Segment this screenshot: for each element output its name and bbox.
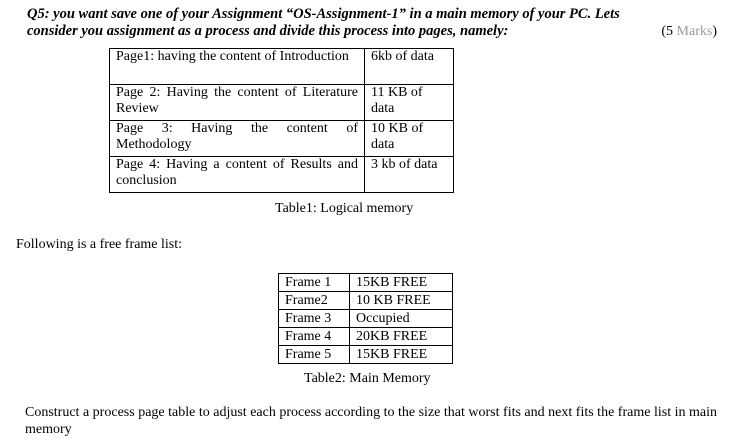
table-row bbox=[279, 346, 453, 364]
marks-label bbox=[661, 23, 717, 40]
marks-close: ) bbox=[712, 24, 717, 39]
page-cell: Page1: having the content of Introduction bbox=[110, 49, 365, 85]
frame-cell: Frame 4 bbox=[279, 328, 350, 346]
table-row bbox=[279, 274, 453, 292]
question-line-2-row bbox=[27, 23, 717, 40]
main-memory-caption: Table2: Main Memory bbox=[304, 371, 431, 386]
table-row bbox=[110, 121, 454, 157]
size-cell: 11 KB of data bbox=[365, 85, 454, 121]
size-cell: 10 KB of data bbox=[365, 121, 454, 157]
marks-open: (5 bbox=[661, 24, 677, 39]
logical-memory-table bbox=[109, 48, 454, 193]
free-frame-intro: Following is a free frame list: bbox=[16, 237, 183, 252]
question-line-2: consider you assignment as a process and divide this process into pages, namely: bbox=[27, 23, 509, 39]
frame-cell: Frame 3 bbox=[279, 310, 350, 328]
status-cell: 20KB FREE bbox=[350, 328, 453, 346]
page-cell: Page 2: Having the content of Literature Review bbox=[110, 85, 365, 121]
table-row bbox=[279, 328, 453, 346]
question-heading bbox=[27, 6, 717, 40]
status-cell: 10 KB FREE bbox=[350, 292, 453, 310]
table-row bbox=[279, 310, 453, 328]
main-memory-table bbox=[278, 273, 453, 364]
page-cell: Page 3: Having the content of Methodology bbox=[110, 121, 365, 157]
table-row bbox=[110, 85, 454, 121]
page-cell: Page 4: Having a content of Results and conclusion bbox=[110, 157, 365, 193]
size-cell: 3 kb of data bbox=[365, 157, 454, 193]
marks-word: Marks bbox=[676, 24, 713, 39]
size-cell: 6kb of data bbox=[365, 49, 454, 85]
frame-cell: Frame 1 bbox=[279, 274, 350, 292]
table-row bbox=[110, 49, 454, 85]
instruction-text: Construct a process page table to adjust each process according to the size that worst fits and next fits the frame list in main memory bbox=[25, 405, 717, 437]
logical-memory-caption: Table1: Logical memory bbox=[275, 201, 414, 216]
question-line-1: Q5: you want save one of your Assignment “OS-Assignment-1” in a main memory of your PC. Lets bbox=[27, 6, 620, 22]
status-cell: Occupied bbox=[350, 310, 453, 328]
status-cell: 15KB FREE bbox=[350, 274, 453, 292]
frame-cell: Frame 5 bbox=[279, 346, 350, 364]
status-cell: 15KB FREE bbox=[350, 346, 453, 364]
table-row bbox=[110, 157, 454, 193]
frame-cell: Frame2 bbox=[279, 292, 350, 310]
table-row bbox=[279, 292, 453, 310]
